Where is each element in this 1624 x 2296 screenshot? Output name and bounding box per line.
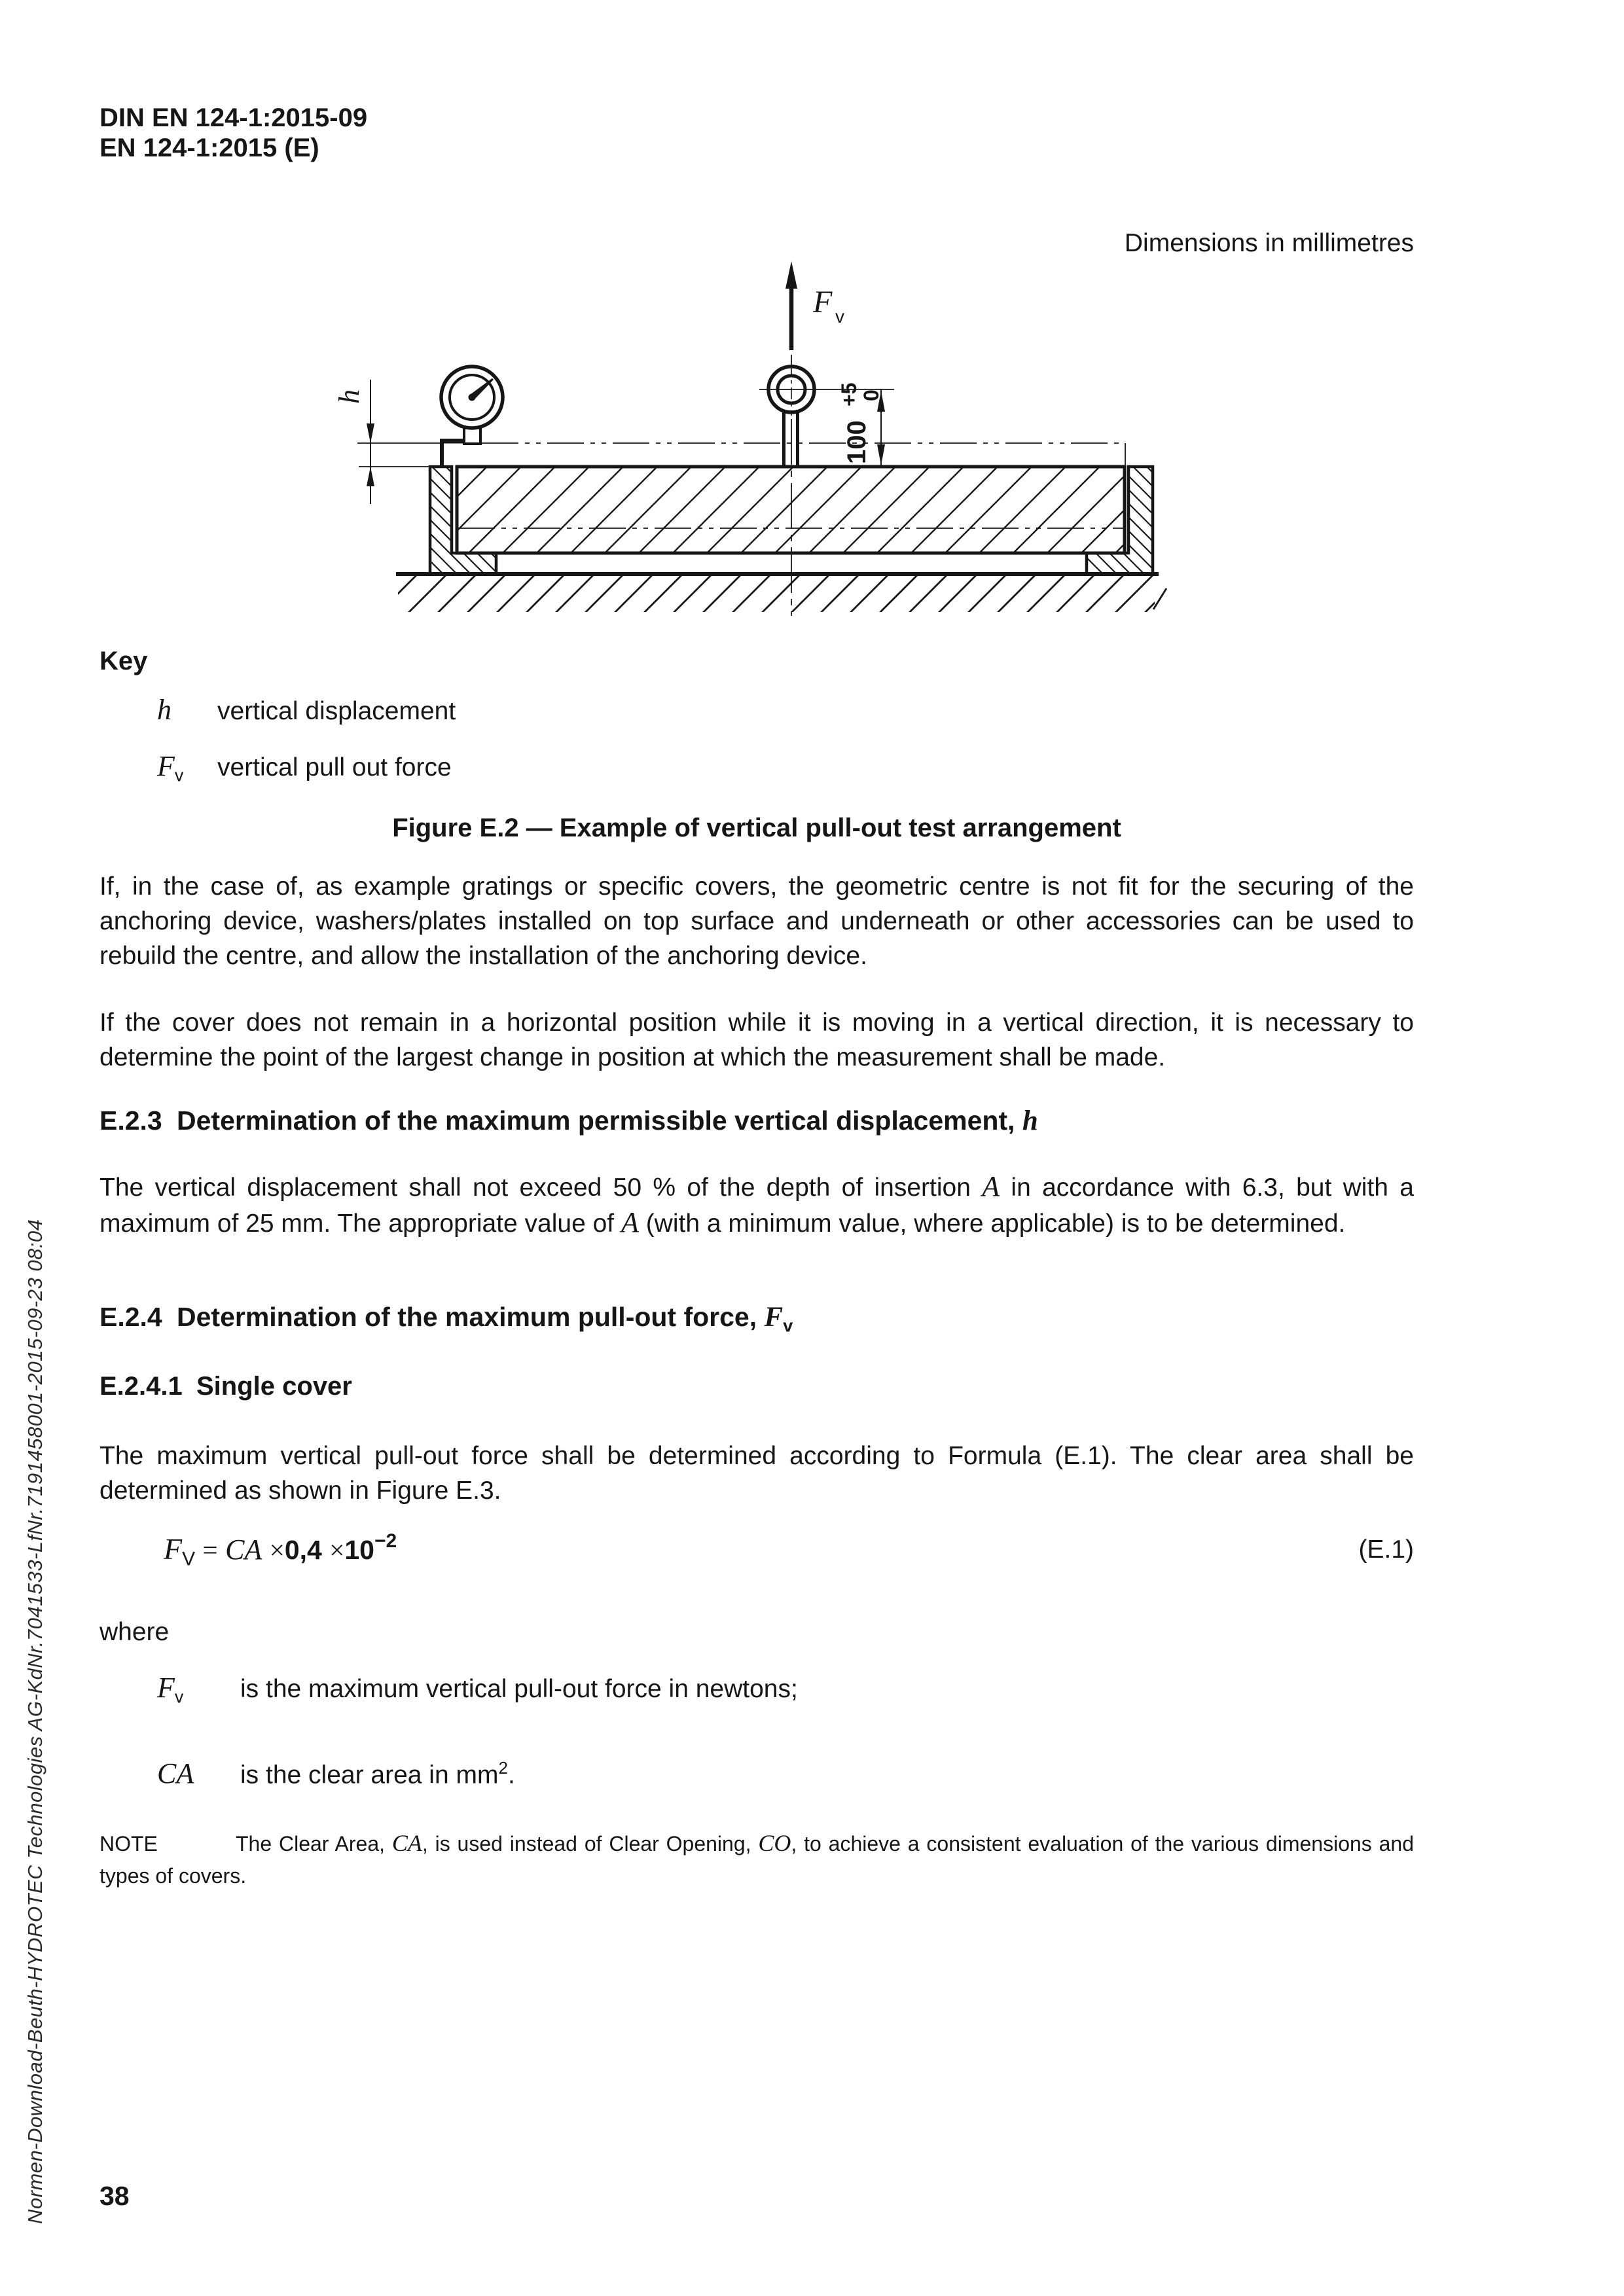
definition-symbol-f: F xyxy=(157,1672,175,1704)
heading-e241-title: Single cover xyxy=(196,1372,352,1401)
force-label: F xyxy=(813,285,833,319)
definition-symbol-f-sub: v xyxy=(174,1687,184,1707)
key-symbol-f: F xyxy=(157,750,175,782)
equals-sign: = xyxy=(202,1535,218,1565)
standard-number-din: DIN EN 124-1:2015-09 xyxy=(99,103,368,132)
figure-e2-drawing xyxy=(327,252,1178,619)
note-label: NOTE xyxy=(99,1832,158,1856)
text-segment: , is used instead of Clear Opening, xyxy=(422,1832,759,1856)
h-dimension-label: h xyxy=(333,389,365,404)
dial-gauge xyxy=(440,367,503,466)
key-row-h xyxy=(157,695,456,726)
formula-coefficient: 0,4 xyxy=(284,1535,322,1565)
formula-exponent: −2 xyxy=(374,1530,397,1552)
heading-e241-number: E.2.4.1 xyxy=(99,1372,183,1401)
heading-e24-title: Determination of the maximum pull-out force, xyxy=(177,1302,765,1332)
heading-e23-title: Determination of the maximum permissible vertical displacement, xyxy=(177,1105,1022,1136)
heading-e23 xyxy=(99,1105,1414,1137)
text-segment: (with a minimum value, where applicable) is to be determined. xyxy=(638,1210,1346,1238)
page-header xyxy=(99,103,1414,163)
heading-e24 xyxy=(99,1301,1414,1336)
force-arrowhead xyxy=(785,261,797,289)
text-segment: The Clear Area, xyxy=(236,1832,392,1856)
ground xyxy=(396,574,1166,612)
heading-e24-number: E.2.4 xyxy=(99,1302,162,1332)
sidebar-watermark: Normen-Download-Beuth-HYDROTEC Technologies AG-KdNr.7041533-LfNr.7191458001-2015-09-23 08:04 xyxy=(24,1219,46,2224)
heading-e23-number: E.2.3 xyxy=(99,1105,162,1136)
dimensions-note: Dimensions in millimetres xyxy=(1124,229,1414,257)
key-symbol-f-sub: v xyxy=(174,765,184,785)
text-segment: The vertical displacement shall not exceed 50 % of the depth of insertion xyxy=(99,1174,983,1202)
formula-number: (E.1) xyxy=(1358,1535,1414,1564)
key-title: Key xyxy=(99,647,148,675)
variable-co: CO xyxy=(758,1830,791,1856)
key-desc-h: vertical displacement xyxy=(217,697,456,725)
definition-desc-ca: is the clear area in mm xyxy=(240,1761,499,1789)
definition-desc-ca-sup: 2 xyxy=(498,1758,508,1778)
page-number: 38 xyxy=(99,2181,130,2211)
formula-base: 10 xyxy=(344,1535,374,1565)
dimension-tolerance-upper: +5 xyxy=(837,382,861,406)
variable-a: A xyxy=(621,1206,639,1238)
variable-ca: CA xyxy=(391,1830,422,1856)
key-row-fv xyxy=(157,751,452,791)
formula-lhs-sub: V xyxy=(182,1548,196,1570)
force-label-sub: v xyxy=(835,306,844,327)
reference-line-upper xyxy=(357,443,1125,467)
dimension-100-value: 100 xyxy=(842,420,871,464)
definition-row-ca xyxy=(157,1753,515,1790)
formula-lhs: F xyxy=(164,1532,183,1566)
force-arrow xyxy=(785,261,844,350)
definition-desc-fv: is the maximum vertical pull-out force in newtons; xyxy=(240,1675,798,1703)
times-sign: × xyxy=(269,1535,285,1565)
heading-e241 xyxy=(99,1372,1414,1401)
paragraph-1: If, in the case of, as example gratings or specific covers, the geometric centre is not fit for the securing of the anchoring device, washers/plates installed on top surface and underneath or other accessories can be used to rebuild the centre, and allow the installation of the anchoring device. xyxy=(99,872,1414,970)
paragraph-4: The maximum vertical pull-out force shall be determined according to Formula (E.1). The clear area shall be determined as shown in Figure E.3. xyxy=(99,1442,1414,1505)
definition-symbol-ca: CA xyxy=(157,1757,194,1790)
note-paragraph xyxy=(99,1827,1414,1892)
variable-a: A xyxy=(982,1170,1000,1202)
heading-e24-variable: F xyxy=(764,1302,784,1333)
heading-e23-variable: h xyxy=(1022,1105,1038,1136)
standard-number-en: EN 124-1:2015 (E) xyxy=(99,134,319,162)
text-segment: , to achieve a consistent evaluation of the various dimensions and types of covers. xyxy=(99,1832,1415,1888)
paragraph-2: If the cover does not remain in a horizontal position while it is moving in a vertical direction, it is necessary to determine the point of the largest change in position at which the measurement shall be made. xyxy=(99,1009,1414,1071)
definition-desc-ca-end: . xyxy=(507,1761,515,1789)
formula-variable-ca: CA xyxy=(225,1534,262,1566)
definition-row-fv xyxy=(157,1673,798,1712)
times-sign: × xyxy=(329,1535,345,1565)
heading-e24-variable-sub: v xyxy=(783,1316,793,1336)
where-label: where xyxy=(99,1618,170,1646)
paragraph-3 xyxy=(99,1169,1414,1241)
h-dimension xyxy=(333,380,374,504)
key-desc-fv: vertical pull out force xyxy=(217,753,452,781)
text-segment: in accordance with 6.3, but with a maximum of 25 mm. The appropriate value of xyxy=(99,1174,1415,1238)
figure-caption: Figure E.2 — Example of vertical pull-out test arrangement xyxy=(392,814,1121,842)
dimension-tolerance-lower: 0 xyxy=(859,389,883,401)
cover-section xyxy=(457,467,1125,553)
key-symbol-h: h xyxy=(157,694,171,726)
